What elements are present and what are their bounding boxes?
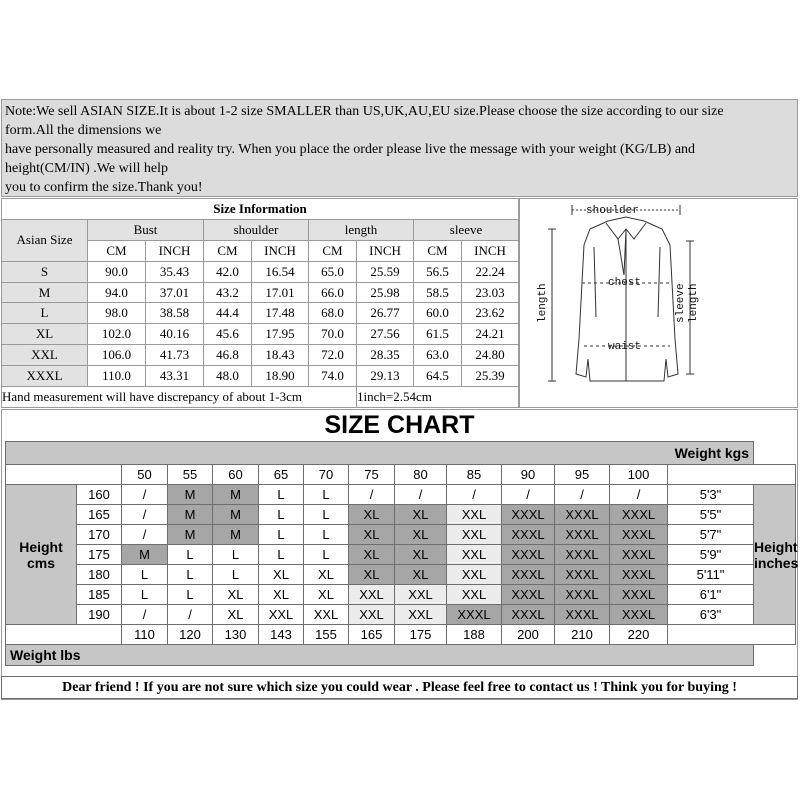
unit-inch: INCH bbox=[252, 240, 309, 261]
size-chart-cell: XXL bbox=[447, 545, 502, 565]
size-chart-cell: XL bbox=[349, 525, 395, 545]
sleeve-header: sleeve bbox=[414, 219, 519, 240]
size-chart-cell: XXL bbox=[304, 605, 349, 625]
size-chart-cell: XL bbox=[395, 525, 447, 545]
size-info-row bbox=[2, 282, 519, 303]
weight-kg-value: 90 bbox=[502, 465, 555, 485]
weight-lb-value: 200 bbox=[502, 625, 555, 645]
size-chart-cell: L bbox=[122, 585, 168, 605]
note-line: height(CM/IN) .We will help bbox=[5, 161, 168, 176]
size-info-cell: 17.95 bbox=[252, 324, 309, 345]
unit-cm: CM bbox=[309, 240, 357, 261]
size-chart-cell: L bbox=[304, 545, 349, 565]
size-info-row bbox=[2, 324, 519, 345]
size-info-cell: 42.0 bbox=[204, 261, 252, 282]
weight-kg-value: 75 bbox=[349, 465, 395, 485]
height-cm-value: 165 bbox=[77, 505, 122, 525]
size-info-cell: 48.0 bbox=[204, 366, 252, 387]
size-chart-cell: XL bbox=[395, 565, 447, 585]
size-chart-cell: XXL bbox=[447, 505, 502, 525]
size-chart-cell: XXXL bbox=[502, 565, 555, 585]
size-chart-cell: XL bbox=[395, 505, 447, 525]
size-chart-cell: M bbox=[168, 485, 213, 505]
size-label: L bbox=[2, 303, 88, 324]
height-cm-value: 180 bbox=[77, 565, 122, 585]
unit-cm: CM bbox=[204, 240, 252, 261]
weight-lb-value: 155 bbox=[304, 625, 349, 645]
size-info-cell: 72.0 bbox=[309, 345, 357, 366]
shirt-measurement-diagram bbox=[519, 198, 798, 408]
height-cm-value: 190 bbox=[77, 605, 122, 625]
contact-message: Dear friend ! If you are not sure which size you could wear . Please feel free to contact us ! Think you for buying ! bbox=[1, 676, 798, 699]
weight-kgs-header: Weight kgs bbox=[6, 442, 754, 465]
size-chart-cell: / bbox=[610, 485, 668, 505]
size-chart-cell: XL bbox=[259, 565, 304, 585]
height-inch-value: 5'9" bbox=[668, 545, 754, 565]
weight-kg-value: 60 bbox=[213, 465, 259, 485]
height-inch-value: 5'11" bbox=[668, 565, 754, 585]
size-info-cell: 65.0 bbox=[309, 261, 357, 282]
size-info-cell: 45.6 bbox=[204, 324, 252, 345]
size-info-cell: 56.5 bbox=[414, 261, 462, 282]
unit-inch: INCH bbox=[357, 240, 414, 261]
size-chart-cell: XXXL bbox=[502, 505, 555, 525]
height-cm-value: 175 bbox=[77, 545, 122, 565]
size-info-row bbox=[2, 345, 519, 366]
chart-corner-blank bbox=[668, 625, 796, 645]
height-cm-value: 185 bbox=[77, 585, 122, 605]
weight-lb-value: 220 bbox=[610, 625, 668, 645]
size-chart-cell: / bbox=[122, 485, 168, 505]
size-chart-cell: XXL bbox=[395, 585, 447, 605]
size-info-cell: 38.58 bbox=[146, 303, 204, 324]
size-chart-cell: XXXL bbox=[555, 545, 610, 565]
size-info-cell: 25.98 bbox=[357, 282, 414, 303]
height-inches-label bbox=[754, 485, 799, 625]
size-chart-cell: L bbox=[168, 545, 213, 565]
size-chart-cell: XXXL bbox=[610, 525, 668, 545]
weight-lb-value: 210 bbox=[555, 625, 610, 645]
label-chest: chest bbox=[608, 277, 642, 289]
size-info-cell: 28.35 bbox=[357, 345, 414, 366]
size-info-cell: 102.0 bbox=[88, 324, 146, 345]
size-information-title: Size Information bbox=[2, 199, 519, 220]
size-chart-cell: XXXL bbox=[610, 505, 668, 525]
size-chart-cell: XL bbox=[304, 565, 349, 585]
size-chart-cell: XL bbox=[349, 565, 395, 585]
note-line: you to confirm the size.Thank you! bbox=[5, 180, 203, 195]
size-chart-row bbox=[6, 605, 796, 625]
height-inch-value: 5'7" bbox=[668, 525, 754, 545]
height-cm-value: 160 bbox=[77, 485, 122, 505]
weight-lb-value: 130 bbox=[213, 625, 259, 645]
size-chart-row bbox=[6, 585, 796, 605]
size-info-cell: 66.0 bbox=[309, 282, 357, 303]
size-chart-cell: L bbox=[168, 585, 213, 605]
size-chart-cell: XXXL bbox=[447, 605, 502, 625]
size-chart-cell: XL bbox=[349, 505, 395, 525]
size-note bbox=[1, 99, 798, 197]
weight-lb-value: 165 bbox=[349, 625, 395, 645]
size-chart-cell: XXL bbox=[349, 585, 395, 605]
size-info-cell: 29.13 bbox=[357, 366, 414, 387]
size-chart-cell: XXXL bbox=[610, 545, 668, 565]
weight-kg-value: 70 bbox=[304, 465, 349, 485]
size-chart-cell: / bbox=[122, 505, 168, 525]
size-chart-cell: XXXL bbox=[502, 605, 555, 625]
chart-corner-blank bbox=[6, 465, 122, 485]
size-info-cell: 24.21 bbox=[462, 324, 519, 345]
size-label: M bbox=[2, 282, 88, 303]
label-sleeve-length: length bbox=[688, 283, 700, 323]
size-chart-cell: L bbox=[304, 525, 349, 545]
weight-lbs-header: Weight lbs bbox=[6, 645, 754, 666]
note-line: form.All the dimensions we bbox=[5, 123, 162, 138]
size-chart-cell: L bbox=[304, 485, 349, 505]
size-chart-cell: / bbox=[555, 485, 610, 505]
height-inch-value: 6'1" bbox=[668, 585, 754, 605]
size-info-cell: 23.62 bbox=[462, 303, 519, 324]
size-chart-cell: M bbox=[122, 545, 168, 565]
height-cms-label-line: cms bbox=[26, 554, 56, 571]
size-chart-cell: L bbox=[213, 565, 259, 585]
note-line: have personally measured and reality try. When you place the order please live the message with your weight (KG/LB) and bbox=[5, 142, 696, 157]
height-cms-label bbox=[6, 485, 77, 625]
size-chart-cell: XXL bbox=[447, 565, 502, 585]
size-chart-cell: XXXL bbox=[610, 585, 668, 605]
shoulder-header: shoulder bbox=[204, 219, 309, 240]
size-chart-cell: L bbox=[122, 565, 168, 585]
size-chart-cell: / bbox=[502, 485, 555, 505]
size-chart-cell: / bbox=[122, 605, 168, 625]
unit-cm: CM bbox=[414, 240, 462, 261]
size-chart-cell: XXXL bbox=[555, 605, 610, 625]
shirt-illustration bbox=[520, 199, 797, 407]
size-chart-cell: / bbox=[122, 525, 168, 545]
size-chart-cell: XL bbox=[349, 545, 395, 565]
weight-kg-value: 50 bbox=[122, 465, 168, 485]
size-chart-cell: L bbox=[259, 505, 304, 525]
size-info-cell: 16.54 bbox=[252, 261, 309, 282]
label-waist: waist bbox=[608, 341, 642, 353]
weight-kg-value: 95 bbox=[555, 465, 610, 485]
unit-cm: CM bbox=[88, 240, 146, 261]
size-info-cell: 24.80 bbox=[462, 345, 519, 366]
size-info-row bbox=[2, 303, 519, 324]
size-info-cell: 110.0 bbox=[88, 366, 146, 387]
size-info-cell: 63.0 bbox=[414, 345, 462, 366]
size-chart-cell: M bbox=[213, 505, 259, 525]
label-length: length bbox=[537, 283, 549, 323]
size-info-cell: 26.77 bbox=[357, 303, 414, 324]
size-chart-cell: L bbox=[259, 525, 304, 545]
size-chart-cell: L bbox=[304, 505, 349, 525]
size-chart-cell: M bbox=[213, 525, 259, 545]
size-chart-cell: XXXL bbox=[502, 585, 555, 605]
size-chart-cell: L bbox=[213, 545, 259, 565]
size-info-cell: 94.0 bbox=[88, 282, 146, 303]
size-chart-cell: XXXL bbox=[555, 525, 610, 545]
size-chart-cell: XXL bbox=[395, 605, 447, 625]
size-chart-cell: XL bbox=[304, 585, 349, 605]
size-chart-cell: / bbox=[395, 485, 447, 505]
size-chart-cell: XL bbox=[213, 605, 259, 625]
size-chart-cell: / bbox=[349, 485, 395, 505]
size-chart-cell: L bbox=[168, 565, 213, 585]
size-info-cell: 46.8 bbox=[204, 345, 252, 366]
size-chart-cell: XXXL bbox=[555, 585, 610, 605]
size-info-cell: 68.0 bbox=[309, 303, 357, 324]
size-chart-cell: XXXL bbox=[502, 545, 555, 565]
height-inch-value: 5'5" bbox=[668, 505, 754, 525]
height-inch-value: 6'3" bbox=[668, 605, 754, 625]
label-sleeve: sleeve bbox=[675, 283, 687, 323]
height-inches-label-line: Height bbox=[754, 538, 798, 555]
size-info-cell: 25.39 bbox=[462, 366, 519, 387]
size-chart-cell: / bbox=[447, 485, 502, 505]
size-info-cell: 25.59 bbox=[357, 261, 414, 282]
size-info-cell: 70.0 bbox=[309, 324, 357, 345]
size-info-cell: 37.01 bbox=[146, 282, 204, 303]
note-line: Note:We sell ASIAN SIZE.It is about 1-2 size SMALLER than US,UK,AU,EU size.Please choose the size according to our size bbox=[5, 104, 724, 119]
size-info-cell: 17.01 bbox=[252, 282, 309, 303]
size-chart-cell: XXL bbox=[447, 585, 502, 605]
size-info-cell: 64.5 bbox=[414, 366, 462, 387]
size-chart-cell: XL bbox=[213, 585, 259, 605]
measurement-discrepancy-note: Hand measurement will have discrepancy of about 1-3cm bbox=[2, 387, 357, 408]
size-chart-cell: M bbox=[213, 485, 259, 505]
size-info-cell: 41.73 bbox=[146, 345, 204, 366]
size-label: S bbox=[2, 261, 88, 282]
size-info-cell: 106.0 bbox=[88, 345, 146, 366]
size-chart-cell: XXXL bbox=[555, 505, 610, 525]
inch-conversion-note: 1inch=2.54cm bbox=[357, 387, 519, 408]
size-chart-row bbox=[6, 545, 796, 565]
size-chart-row bbox=[6, 525, 796, 545]
height-inches-label-line: inches bbox=[754, 554, 799, 571]
size-info-cell: 60.0 bbox=[414, 303, 462, 324]
weight-lb-value: 175 bbox=[395, 625, 447, 645]
size-info-cell: 40.16 bbox=[146, 324, 204, 345]
height-inch-value: 5'3" bbox=[668, 485, 754, 505]
size-chart-cell: / bbox=[168, 605, 213, 625]
size-chart-row bbox=[6, 565, 796, 585]
size-info-cell: 27.56 bbox=[357, 324, 414, 345]
size-chart-cell: M bbox=[168, 525, 213, 545]
size-information-table bbox=[1, 198, 519, 408]
size-info-cell: 43.31 bbox=[146, 366, 204, 387]
size-chart-row bbox=[6, 485, 796, 505]
size-info-cell: 98.0 bbox=[88, 303, 146, 324]
weight-lb-value: 110 bbox=[122, 625, 168, 645]
size-chart-cell: XXXL bbox=[610, 565, 668, 585]
weight-lb-value: 188 bbox=[447, 625, 502, 645]
size-info-cell: 22.24 bbox=[462, 261, 519, 282]
size-chart-cell: XXL bbox=[259, 605, 304, 625]
size-label: XXL bbox=[2, 345, 88, 366]
size-chart-table bbox=[5, 441, 799, 666]
size-label: XL bbox=[2, 324, 88, 345]
weight-kg-value: 65 bbox=[259, 465, 304, 485]
weight-lb-value: 143 bbox=[259, 625, 304, 645]
size-chart-cell: XXXL bbox=[502, 525, 555, 545]
size-chart-cell: XL bbox=[259, 585, 304, 605]
length-header: length bbox=[309, 219, 414, 240]
size-info-row bbox=[2, 366, 519, 387]
height-cms-label-line: Height bbox=[19, 538, 63, 555]
size-info-cell: 18.90 bbox=[252, 366, 309, 387]
unit-inch: INCH bbox=[146, 240, 204, 261]
size-chart-cell: M bbox=[168, 505, 213, 525]
size-info-cell: 44.4 bbox=[204, 303, 252, 324]
height-cm-value: 170 bbox=[77, 525, 122, 545]
size-info-row bbox=[2, 261, 519, 282]
weight-lb-value: 120 bbox=[168, 625, 213, 645]
weight-kg-value: 85 bbox=[447, 465, 502, 485]
weight-kg-value: 55 bbox=[168, 465, 213, 485]
size-info-cell: 17.48 bbox=[252, 303, 309, 324]
size-chart-title: SIZE CHART bbox=[324, 411, 475, 439]
size-info-cell: 58.5 bbox=[414, 282, 462, 303]
chart-corner-blank bbox=[6, 625, 122, 645]
label-shoulder: shoulder bbox=[586, 205, 639, 217]
size-info-cell: 43.2 bbox=[204, 282, 252, 303]
size-info-cell: 35.43 bbox=[146, 261, 204, 282]
size-info-cell: 61.5 bbox=[414, 324, 462, 345]
size-info-cell: 23.03 bbox=[462, 282, 519, 303]
size-chart-cell: XXL bbox=[447, 525, 502, 545]
size-chart-cell: XXL bbox=[349, 605, 395, 625]
size-chart-section bbox=[1, 409, 798, 700]
size-chart-row bbox=[6, 505, 796, 525]
size-info-cell: 90.0 bbox=[88, 261, 146, 282]
size-chart-cell: XL bbox=[395, 545, 447, 565]
size-chart-cell: XXXL bbox=[555, 565, 610, 585]
weight-kg-value: 80 bbox=[395, 465, 447, 485]
size-chart-cell: L bbox=[259, 485, 304, 505]
weight-kg-value: 100 bbox=[610, 465, 668, 485]
size-info-cell: 74.0 bbox=[309, 366, 357, 387]
size-chart-cell: L bbox=[259, 545, 304, 565]
chart-corner-blank bbox=[668, 465, 796, 485]
asian-size-header: Asian Size bbox=[2, 219, 88, 261]
size-info-cell: 18.43 bbox=[252, 345, 309, 366]
bust-header: Bust bbox=[88, 219, 204, 240]
size-label: XXXL bbox=[2, 366, 88, 387]
size-chart-cell: XXXL bbox=[610, 605, 668, 625]
unit-inch: INCH bbox=[462, 240, 519, 261]
